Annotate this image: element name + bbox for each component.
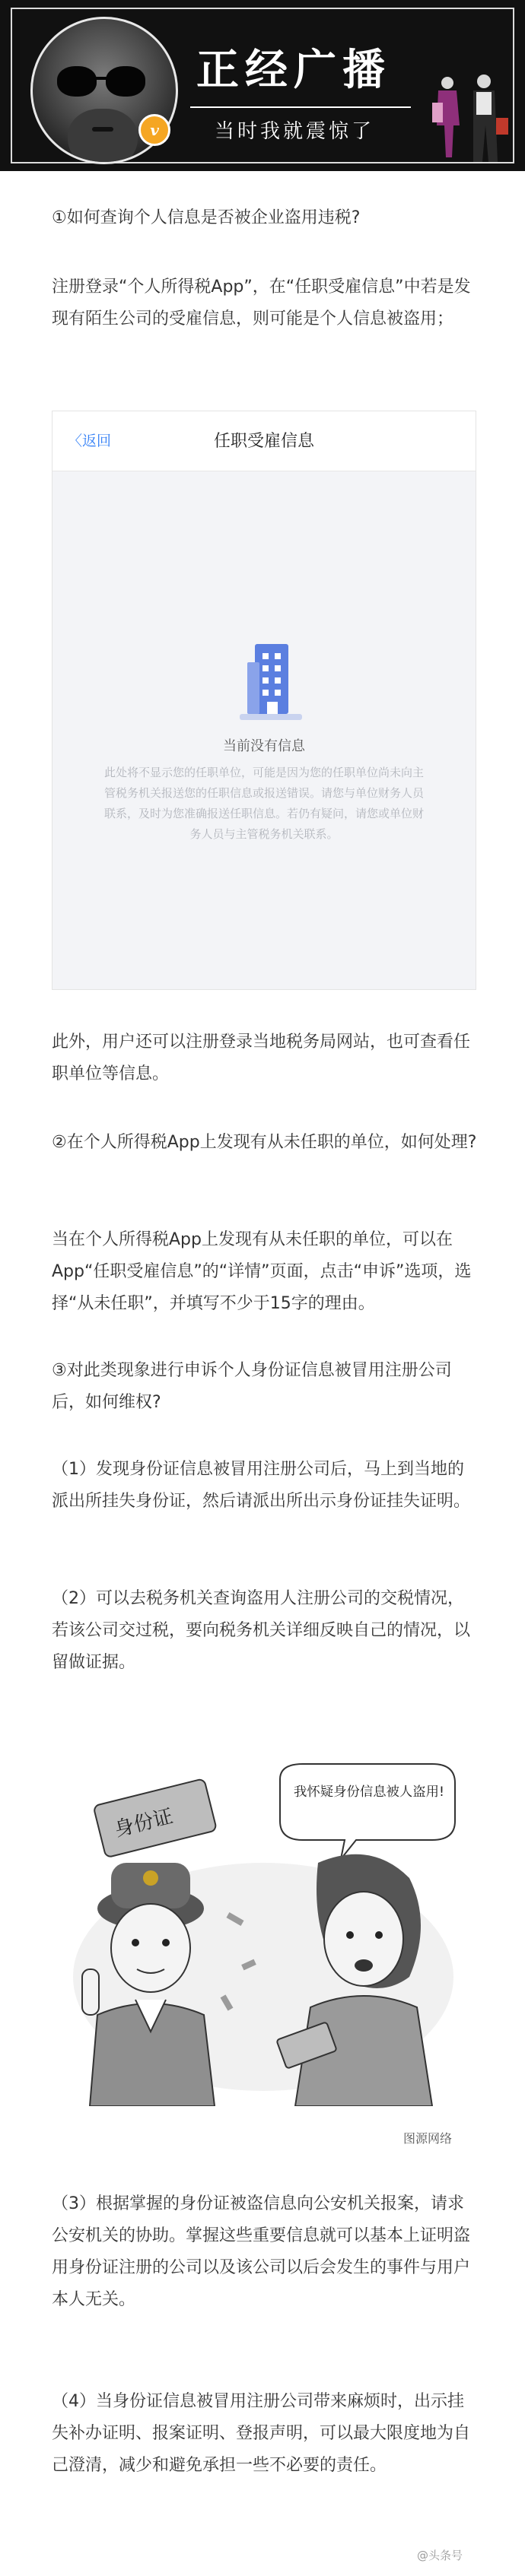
- back-button[interactable]: 〈返回: [68, 433, 112, 449]
- brand-title: 正经广播: [196, 45, 391, 95]
- answer-3-1: （1）发现身份证信息被冒用注册公司后，马上到当地的派出所挂失身份证，然后请派出所出示身份证挂失证明。: [52, 1460, 471, 1511]
- app-nav-bar: [52, 411, 476, 471]
- answer-1b: 此外，用户还可以注册登录当地税务局网站，也可查看任职单位等信息。: [52, 1033, 471, 1083]
- building-icon: [237, 639, 305, 723]
- sunglasses-right: [106, 66, 145, 97]
- app-nav-title: 任职受雇信息: [213, 432, 314, 451]
- id-card-label: 身份证: [112, 1805, 176, 1842]
- watermark: @头条号: [417, 2549, 463, 2562]
- answer-3-4: （4）当身份证信息被冒用注册公司带来麻烦时，出示挂失补办证明、报案证明、登报声明，可以最大限度地为自己澄清，减少和避免承担一些不必要的责任。: [52, 2392, 471, 2475]
- verified-badge-icon: v: [138, 114, 170, 146]
- header-banner: [0, 0, 525, 171]
- sunglasses-left: [57, 66, 97, 97]
- empty-state-description: 此处将不显示您的任职单位，可能是因为您的任职单位尚未向主管税务机关报送您的任职信息或报送错误。请您与单位财务人员联系，及时为您准确报送任职信息。若仍有疑问，请您或单位财务人员与主管税务机关联系。: [104, 766, 425, 841]
- police-report-illustration: [52, 1749, 475, 2106]
- brand-subtitle: 当时我就震惊了: [215, 120, 375, 143]
- empty-state-title: 当前没有信息: [223, 738, 305, 754]
- illustration-drawing: [52, 1749, 475, 2106]
- image-caption: 图源网络: [403, 2131, 453, 2146]
- question-3: ③对此类现象进行申诉个人身份证信息被冒用注册公司后，如何维权?: [52, 1361, 452, 1412]
- answer-3-3: （3）根据掌握的身份证被盗信息向公安机关报案，请求公安机关的协助。掌握这些重要信息就可以基本上证明盗用身份证注册的公司以及该公司以后会发生的事件与用户本人无关。: [52, 2194, 471, 2309]
- speech-line: 我怀疑身份信息被人盗用!: [294, 1784, 441, 1800]
- answer-1: 注册登录“个人所得税App”，在“任职受雇信息”中若是发现有陌生公司的受雇信息，则可能是个人信息被盗用；: [52, 278, 471, 328]
- mouth: [92, 127, 113, 132]
- brand-divider: [190, 106, 411, 108]
- figures-illustration: [426, 72, 511, 163]
- beard: [68, 109, 138, 164]
- question-1: ①如何查询个人信息是否被企业盗用违税?: [52, 208, 361, 227]
- answer-2: 当在个人所得税App上发现有从未任职的单位，可以在App“任职受雇信息”的“详情”页面，点击“申诉”选项，选择“从未任职”，并填写不少于15字的理由。: [52, 1230, 472, 1313]
- question-2: ②在个人所得税App上发现有从未任职的单位，如何处理?: [52, 1133, 477, 1152]
- answer-3-2: （2）可以去税务机关查询盗用人注册公司的交税情况，若该公司交过税，要向税务机关详细反映自己的情况，以留做证据。: [52, 1589, 471, 1672]
- app-screenshot: [52, 411, 476, 990]
